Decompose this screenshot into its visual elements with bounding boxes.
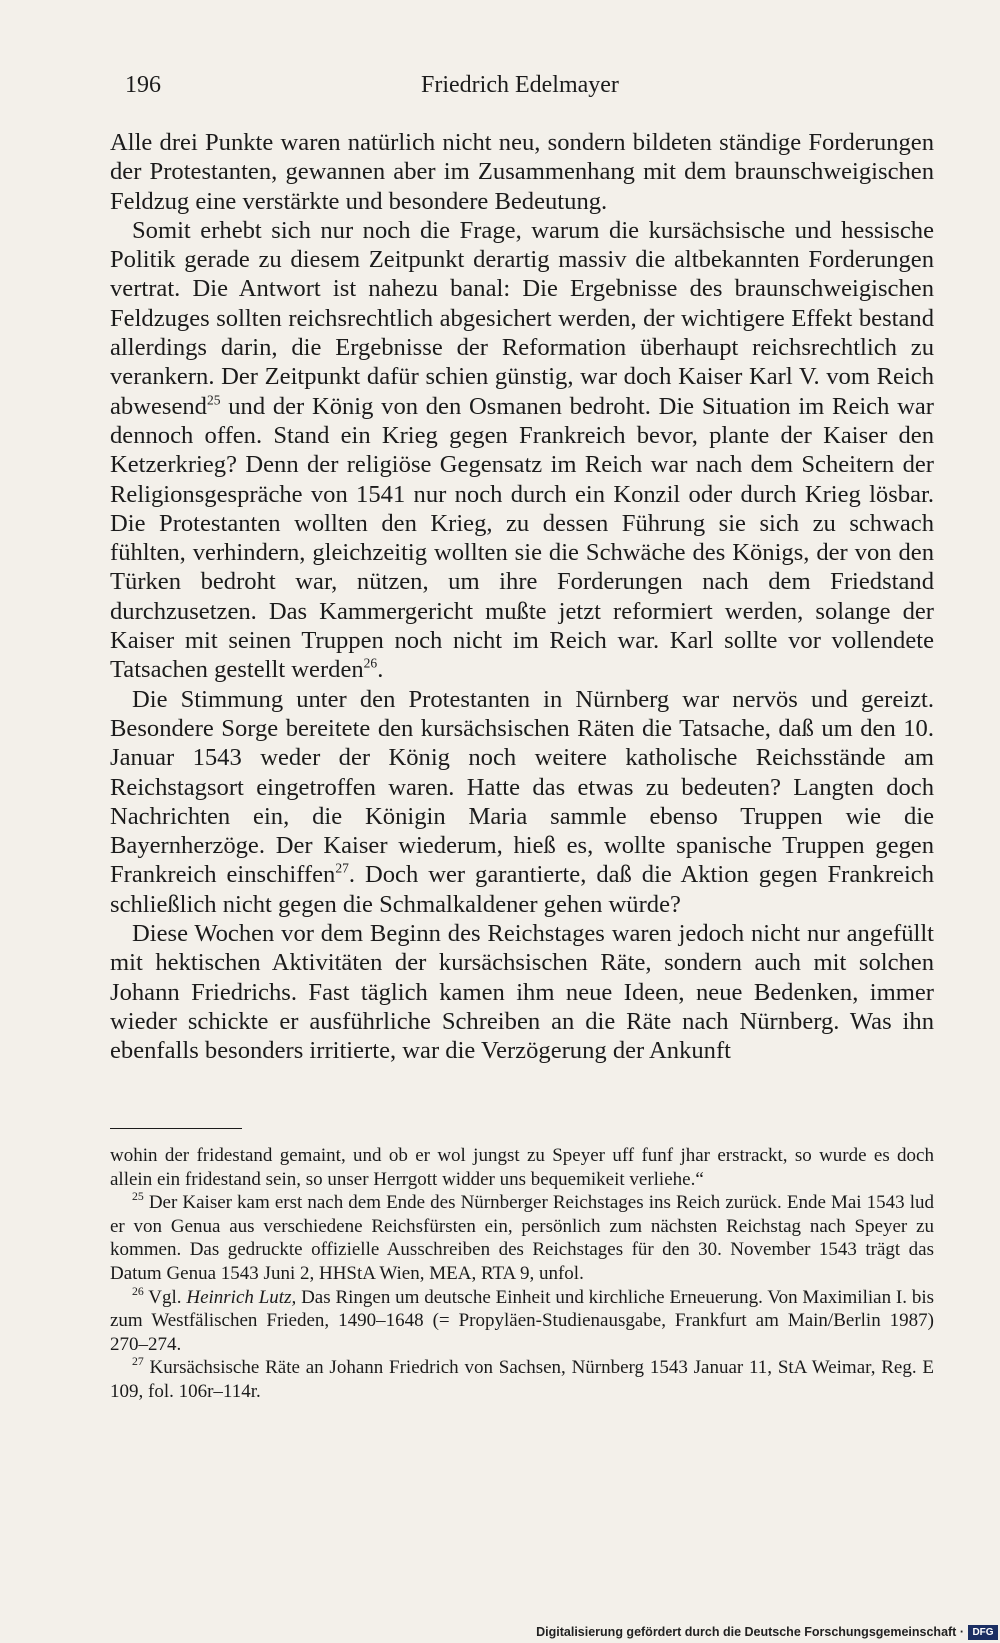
footnote-marker: 26 (132, 1284, 144, 1298)
text-run: Kursächsische Räte an Johann Friedrich von Sachsen, Nürnberg 1543 Januar 11, StA Weimar, Reg. E 109, fol. 106r–114r. (110, 1357, 934, 1402)
main-text (110, 128, 934, 1066)
text-run: Vgl. (143, 1286, 187, 1308)
text-run: Der Kaiser kam erst nach dem Ende des Nürnberger Reichstages ins Reich zurück. Ende Mai 1543 lud er von Genua aus verschiedene Reichsfürsten ein, persönlich zum nächsten Reichstag nach Speyer zu kommen. Das gedruckte offizielle Ausschreiben des Reichstages für den 30. November 1543 trägt das Datum Genua 1543 Juni 2, HHStA Wien, MEA, RTA 9, unfol. (110, 1192, 934, 1284)
footnotes (110, 1144, 934, 1404)
running-title: Friedrich Edelmayer (421, 72, 619, 98)
footnote-fn24-cont (110, 1144, 934, 1191)
paragraph-p2 (110, 216, 934, 685)
footnote-marker: 27 (132, 1355, 144, 1369)
page-number: 196 (125, 72, 161, 98)
text-run: Somit erhebt sich nur noch die Frage, warum die kursächsische und hessische Politik gerade zu diesem Zeitpunkt derartig massiv die altbekannten Forderungen vertrat. Die Antwort ist nahezu banal: Die Ergebnisse des braunschweigischen Feldzuges sollten reichsrechtlich abgesichert werden, der wichtigere Effekt bestand allerdings darin, die Ergebnisse der Reformation überhaupt reichsrechtlich zu verankern. Der Zeitpunkt dafür schien günstig, war doch Kaiser Karl V. vom Reich abwesend (110, 216, 934, 420)
dfg-logo-icon: DFG (968, 1625, 998, 1640)
footnote-separator (110, 1128, 242, 1129)
author-name: Heinrich Lutz, (186, 1286, 297, 1308)
text-run: wohin der fridestand gemaint, und ob er wol jungst zu Speyer uff funf jhar erstrackt, so wurde es doch allein ein fridestand sein, so unser Herrgott widder uns bequemikeit verliehe.“ (110, 1145, 934, 1190)
paragraph-p1 (110, 128, 934, 216)
footnote-marker: 26 (363, 655, 378, 671)
text-run: Die Stimmung unter den Protestanten in Nürnberg war nervös und gereizt. Besondere Sorge bereitete den kursächsischen Räten die Tatsache, daß um den 10. Januar 1543 weder der König noch weitere katholische Reichsstände am Reichstagsort eingetroffen waren. Hatte das etwas zu bedeuten? Langten doch Nachrichten ein, die Königin Maria sammle ebenso Truppen wie die Bayernherzöge. Der Kaiser wiederum, hieß es, wollte spanische Truppen gegen Frankreich einschiffen (110, 685, 934, 889)
footnote-fn27 (110, 1356, 934, 1403)
footnote-fn25 (110, 1191, 934, 1285)
text-run: Alle drei Punkte waren natürlich nicht neu, sondern bildeten ständige Forderungen der Protestanten, gewannen aber im Zusammenhang mit dem braunschweigischen Feldzug eine verstärkte und besondere Bedeutung. (110, 129, 934, 215)
footnote-fn26 (110, 1286, 934, 1357)
text-run: . (377, 656, 384, 684)
text-run: Diese Wochen vor dem Beginn des Reichstages waren jedoch nicht nur angefüllt mit hektischen Aktivitäten der kursächsischen Räte, sondern auch mit solchen Johann Friedrichs. Fast täglich kamen ihm neue Ideen, neue Bedenken, immer wieder schickte er ausführliche Schreiben an die Räte nach Nürnberg. Was ihn ebenfalls besonders irritierte, war die Verzögerung der Ankunft (110, 920, 934, 1065)
footnote-marker: 27 (335, 860, 349, 876)
paragraph-p4 (110, 919, 934, 1065)
page-header (125, 72, 925, 112)
text-run: Das Ringen um deutsche Einheit und kirchliche Erneuerung. Von Maximilian I. bis zum Westfälischen Frieden, 1490–1648 (= Propyläen-Studienausgabe, Frankfurt am Main/Berlin 1987) 270–274. (110, 1286, 935, 1355)
paragraph-p3 (110, 685, 934, 919)
footnote-marker: 25 (132, 1189, 144, 1203)
text-run: und der König von den Osmanen bedroht. Die Situation im Reich war dennoch offen. Stand ein Krieg gegen Frankreich bevor, plante der Kaiser den Ketzerkrieg? Denn der religiöse Gegensatz im Reich war nach dem Scheitern der Religionsgespräche von 1541 nur noch durch ein Konzil oder durch Krieg lösbar. Die Protestanten wollten den Krieg, zu dessen Führung sie sich zu schwach fühlten, verhindern, gleichzeitig wollten sie die Schwäche des Königs, der von den Türken bedroht war, nützen, um ihre Forderungen nach dem Friedstand durchzusetzen. Das Kammergericht mußte jetzt reformiert werden, solange der Kaiser mit seinen Truppen noch nicht im Reich war. Karl sollte vor vollendete Tatsachen gestellt werden (110, 392, 934, 684)
digitization-notice (530, 1621, 1000, 1643)
digitization-text: Digitalisierung gefördert durch die Deutsche Forschungsgemeinschaft · (536, 1625, 964, 1639)
text-run: . Doch wer garantierte, daß die Aktion gegen Frankreich schließlich nicht gegen die Schmalkaldener gehen würde? (110, 861, 934, 918)
footnote-marker: 25 (206, 392, 221, 408)
